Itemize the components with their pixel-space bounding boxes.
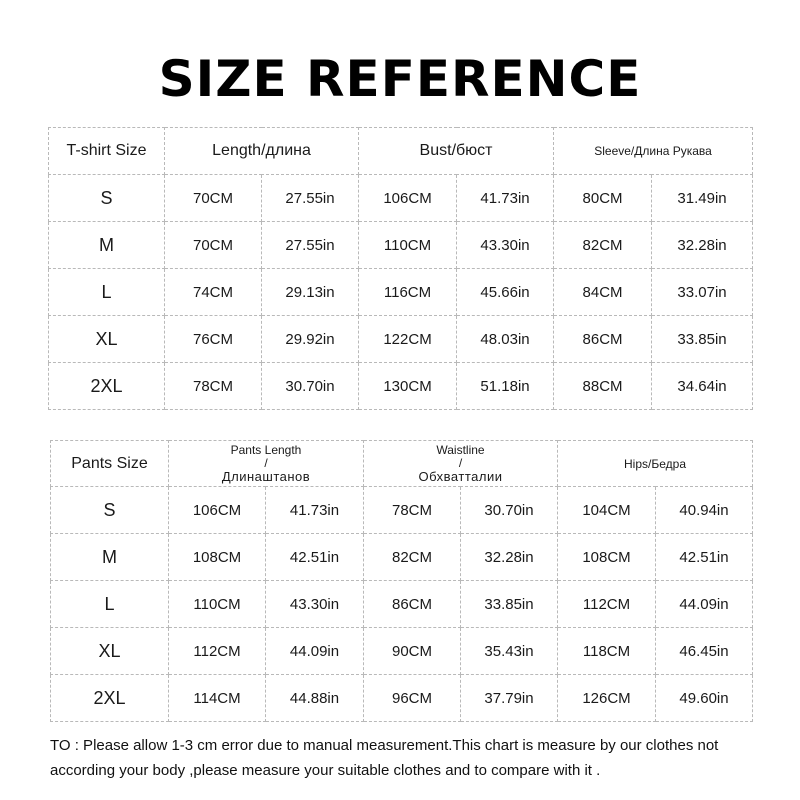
cell-length-cm: 70CM [165,175,262,222]
pants-waist-separator: / [458,456,463,470]
pants-waist-header [364,441,558,487]
cell-hips-in: 49.60in [656,675,753,722]
cell-sleeve-cm: 80CM [554,175,652,222]
cell-size: 2XL [49,363,165,410]
cell-waist-in: 37.79in [461,675,558,722]
cell-hips-in: 42.51in [656,534,753,581]
cell-length-cm: 78CM [165,363,262,410]
cell-length-cm: 114CM [169,675,266,722]
table-row [51,628,753,675]
cell-length-in: 44.09in [266,628,364,675]
cell-bust-cm: 110CM [359,222,457,269]
cell-length-cm: 74CM [165,269,262,316]
cell-hips-in: 44.09in [656,581,753,628]
cell-sleeve-in: 31.49in [652,175,753,222]
cell-hips-cm: 112CM [558,581,656,628]
cell-waist-cm: 90CM [364,628,461,675]
cell-bust-cm: 130CM [359,363,457,410]
cell-length-in: 29.92in [262,316,359,363]
cell-sleeve-in: 33.07in [652,269,753,316]
table-row [51,487,753,534]
pants-length-label-en: Pants Length [230,443,302,457]
pants-length-header [169,441,364,487]
pants-hips-header: Hips/Бедра [558,441,753,487]
table-row [49,222,753,269]
cell-waist-cm: 78CM [364,487,461,534]
cell-bust-in: 51.18in [457,363,554,410]
cell-bust-in: 48.03in [457,316,554,363]
cell-length-in: 44.88in [266,675,364,722]
cell-size: XL [49,316,165,363]
cell-sleeve-cm: 88CM [554,363,652,410]
cell-hips-in: 46.45in [656,628,753,675]
cell-size: L [51,581,169,628]
pants-length-separator: / [264,456,268,470]
table-row [51,534,753,581]
cell-waist-cm: 96CM [364,675,461,722]
tshirt-header-row [49,128,753,175]
table-row [49,269,753,316]
cell-length-in: 30.70in [262,363,359,410]
tshirt-size-header: T-shirt Size [49,128,165,175]
tshirt-size-table [48,127,753,410]
cell-size: 2XL [51,675,169,722]
cell-size: S [49,175,165,222]
cell-sleeve-cm: 84CM [554,269,652,316]
cell-size: L [49,269,165,316]
measurement-note [50,733,770,783]
tshirt-bust-header: Bust/бюст [359,128,554,175]
cell-sleeve-cm: 82CM [554,222,652,269]
cell-waist-cm: 86CM [364,581,461,628]
pants-waist-label-en: Waistline [436,443,485,457]
table-row [49,363,753,410]
cell-bust-cm: 122CM [359,316,457,363]
note-line-1: TO : Please allow 1-3 cm error due to manual measurement.This chart is measure by our clothes not [50,737,719,754]
cell-length-cm: 110CM [169,581,266,628]
cell-length-cm: 76CM [165,316,262,363]
cell-sleeve-in: 33.85in [652,316,753,363]
table-row [49,175,753,222]
cell-length-in: 27.55in [262,175,359,222]
tshirt-sleeve-header: Sleeve/Длина Рукава [554,128,753,175]
cell-sleeve-in: 34.64in [652,363,753,410]
cell-size: S [51,487,169,534]
cell-waist-in: 35.43in [461,628,558,675]
table-row [51,581,753,628]
cell-length-cm: 112CM [169,628,266,675]
cell-bust-in: 45.66in [457,269,554,316]
cell-hips-cm: 104CM [558,487,656,534]
cell-length-cm: 108CM [169,534,266,581]
cell-waist-cm: 82CM [364,534,461,581]
cell-size: M [49,222,165,269]
tshirt-length-header: Length/длина [165,128,359,175]
page-title: SIZE REFERENCE [158,50,642,108]
note-line-2: according your body ,please measure your suitable clothes and to compare with it . [50,762,601,779]
cell-bust-in: 41.73in [457,175,554,222]
cell-sleeve-in: 32.28in [652,222,753,269]
cell-sleeve-cm: 86CM [554,316,652,363]
cell-waist-in: 32.28in [461,534,558,581]
cell-waist-in: 30.70in [461,487,558,534]
cell-hips-cm: 118CM [558,628,656,675]
cell-size: XL [51,628,169,675]
cell-length-cm: 70CM [165,222,262,269]
cell-bust-in: 43.30in [457,222,554,269]
cell-length-in: 41.73in [266,487,364,534]
cell-length-in: 29.13in [262,269,359,316]
cell-bust-cm: 106CM [359,175,457,222]
pants-header-row [51,441,753,487]
table-row [51,675,753,722]
pants-waist-label-ru: Обхватталии [418,469,503,484]
cell-size: M [51,534,169,581]
cell-length-in: 42.51in [266,534,364,581]
cell-length-in: 27.55in [262,222,359,269]
cell-bust-cm: 116CM [359,269,457,316]
pants-length-label-ru: Длинаштанов [221,469,311,484]
cell-hips-cm: 126CM [558,675,656,722]
cell-length-cm: 106CM [169,487,266,534]
table-row [49,316,753,363]
cell-hips-cm: 108CM [558,534,656,581]
pants-size-table [50,440,753,722]
cell-waist-in: 33.85in [461,581,558,628]
cell-length-in: 43.30in [266,581,364,628]
pants-size-header: Pants Size [51,441,169,487]
cell-hips-in: 40.94in [656,487,753,534]
